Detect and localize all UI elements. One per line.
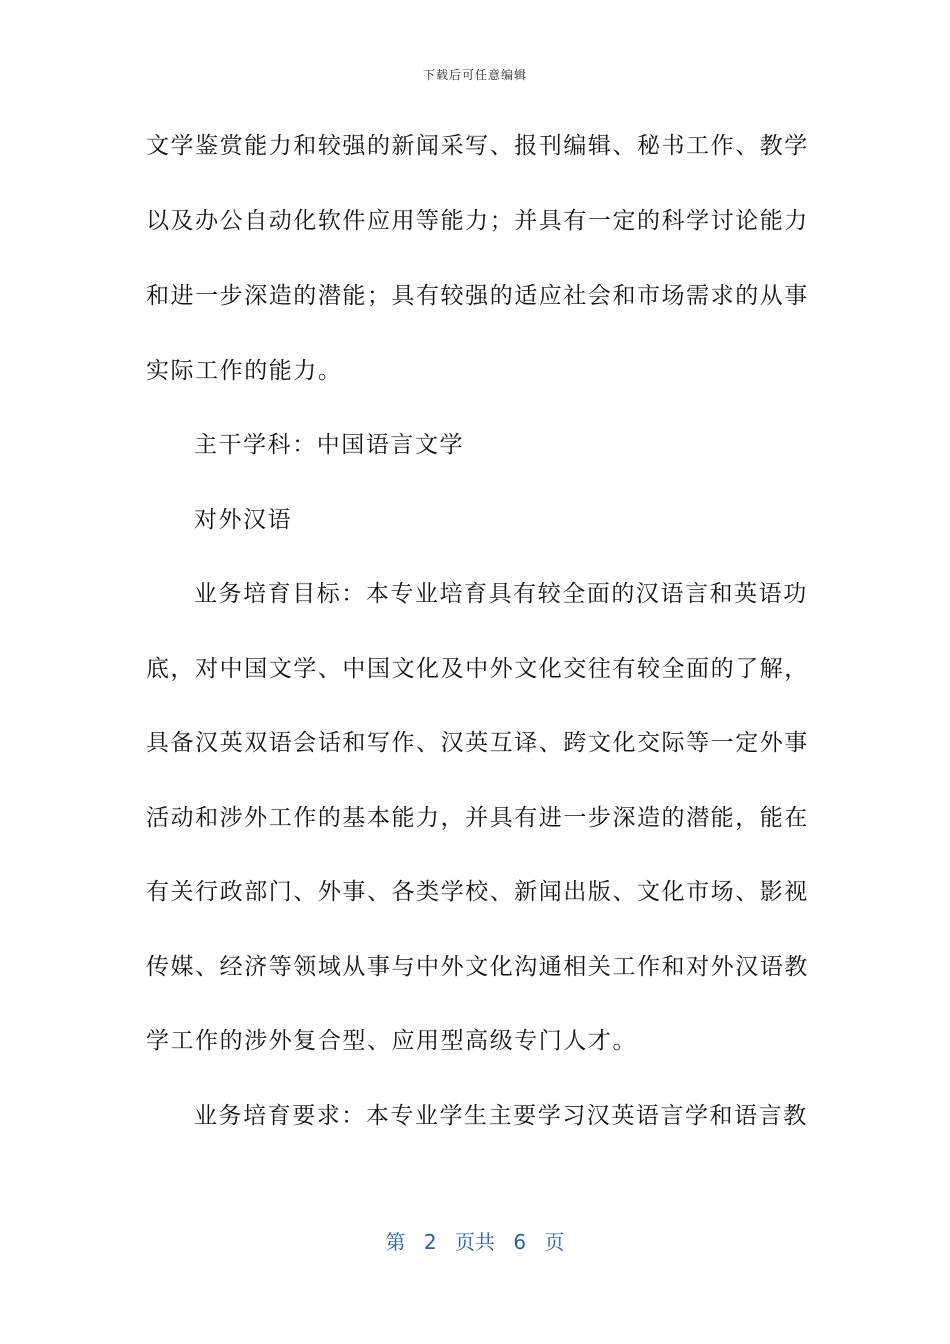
text-line: 业务培育要求：本专业学生主要学习汉英语言学和语言教 bbox=[194, 1103, 808, 1129]
section-heading: 对外汉语 bbox=[194, 507, 293, 533]
text-line: 传媒、经济等领域从事与中外文化沟通相关工作和对外汉语教 bbox=[146, 954, 809, 980]
header-note: 下载后可任意编辑 bbox=[422, 68, 527, 82]
text-line: 学工作的涉外复合型、应用型高级专门人才。 bbox=[146, 1028, 637, 1054]
page-label-mid: 页共 bbox=[455, 1230, 495, 1254]
text-line: 底，对中国文学、中国文化及中外文化交往有较全面的了解， bbox=[146, 656, 809, 682]
text-line: 活动和涉外工作的基本能力，并具有进一步深造的潜能，能在 bbox=[146, 805, 809, 831]
text-line: 文学鉴赏能力和较强的新闻采写、报刊编辑、秘书工作、教学 bbox=[146, 133, 809, 159]
total-pages-number: 6 bbox=[513, 1230, 527, 1254]
text-line: 具备汉英双语会话和写作、汉英互译、跨文化交际等一定外事 bbox=[146, 730, 809, 756]
section-heading: 主干学科：中国语言文学 bbox=[194, 432, 465, 458]
current-page-number: 2 bbox=[423, 1230, 437, 1254]
text-line: 以及办公自动化软件应用等能力；并具有一定的科学讨论能力 bbox=[146, 208, 809, 234]
text-line: 和进一步深造的潜能；具有较强的适应社会和市场需求的从事 bbox=[146, 283, 809, 309]
text-line: 有关行政部门、外事、各类学校、新闻出版、文化市场、影视 bbox=[146, 879, 809, 905]
page-label-prefix: 第 bbox=[385, 1230, 406, 1254]
page-number-footer bbox=[0, 1226, 950, 1255]
text-line: 业务培育目标：本专业培育具有较全面的汉语言和英语功 bbox=[194, 581, 808, 607]
text-line: 实际工作的能力。 bbox=[146, 358, 343, 384]
page-label-suffix: 页 bbox=[544, 1230, 565, 1254]
